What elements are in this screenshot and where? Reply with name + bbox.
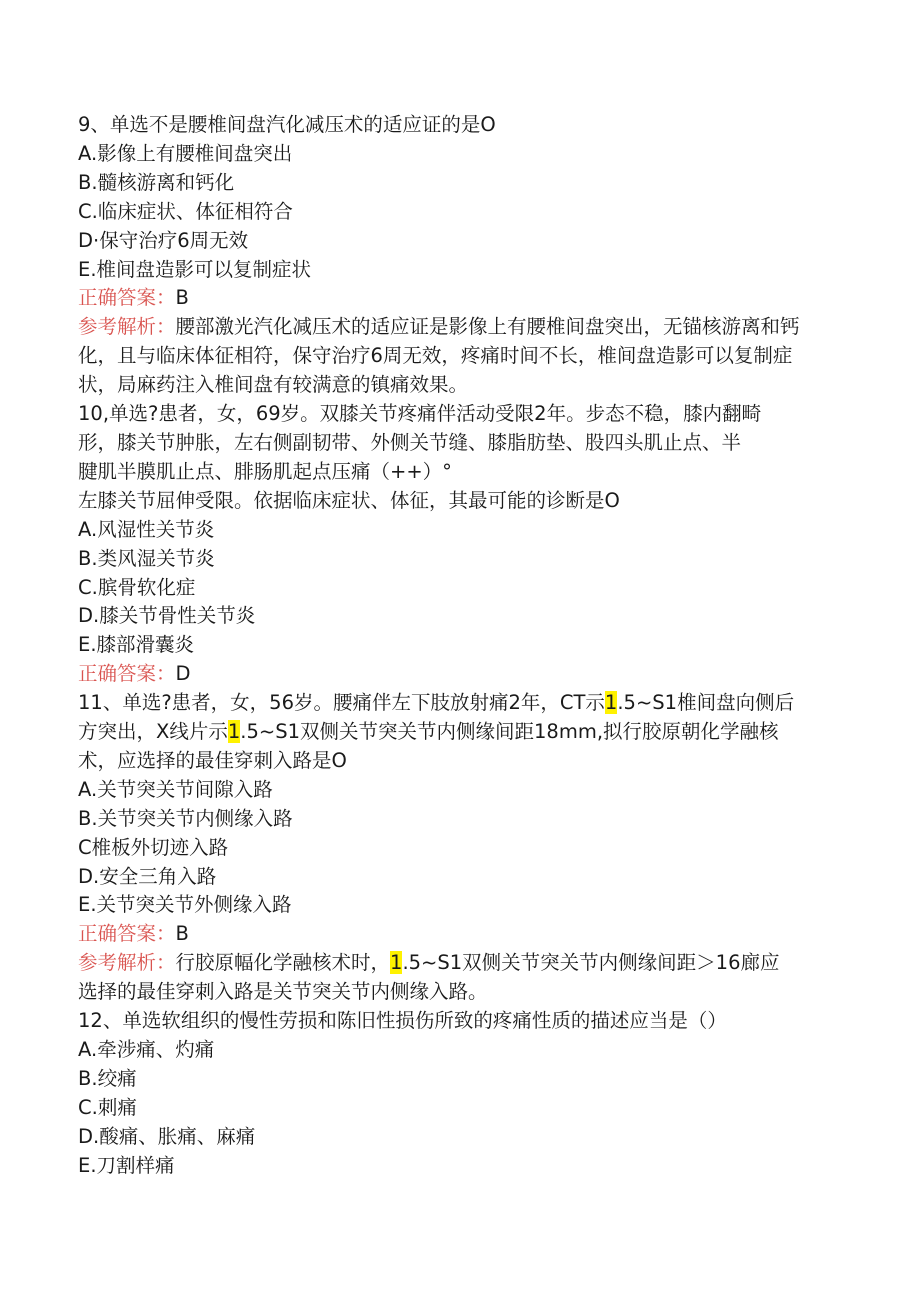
- document-page: [78, 111, 828, 1181]
- question-11-stem-line-3: 术，应选择的最佳穿刺入路是O: [78, 748, 347, 772]
- question-10-option-a: A.风湿性关节炎: [78, 517, 215, 541]
- highlight-mark: 1: [227, 720, 241, 744]
- question-12-option-d: D.酸痛、胀痛、麻痛: [78, 1124, 256, 1148]
- highlight-mark: 1: [604, 691, 618, 715]
- question-10-option-b: B.类风湿关节炎: [78, 546, 215, 570]
- question-11-option-b: B.关节突关节内侧缘入路: [78, 806, 293, 830]
- question-11-option-a: A.关节突关节间隙入路: [78, 777, 273, 801]
- question-9-analysis: [78, 313, 828, 400]
- question-9-option-b: B.髓核游离和钙化: [78, 170, 235, 194]
- question-12-stem: 12、单选软组织的慢性劳损和陈旧性损伤所致的疼痛性质的描述应当是（）: [78, 1009, 727, 1033]
- stem-text: .5~S1双侧关节突关节内侧缘间距18mm,拟行胶原朝化学融核: [240, 720, 779, 744]
- question-11-option-e: E.关节突关节外侧缘入路: [78, 893, 292, 917]
- question-12-option-a: A.牵涉痛、灼痛: [78, 1038, 215, 1061]
- question-10-stem-line-1: 10,单选?患者，女，69岁。双膝关节疼痛伴活动受限2年。步态不稳，膝内翻畸: [78, 402, 762, 426]
- stem-text: .5~S1椎间盘向侧后: [617, 691, 795, 715]
- question-9-stem: 9、单选不是腰椎间盘汽化减压术的适应证的是O: [78, 113, 496, 136]
- question-10-stem-line-3: 腱肌半膜肌止点、腓肠肌起点压痛（++）°: [78, 459, 452, 483]
- question-10-option-d: D.膝关节骨性关节炎: [78, 604, 256, 628]
- question-10-stem-line-4: 左膝关节屈伸受限。依据临床症状、体征，其最可能的诊断是O: [78, 488, 620, 512]
- question-9-option-d: D·保守治疗6周无效: [78, 228, 249, 252]
- question-11-stem-line-1: [78, 689, 828, 718]
- question-11-analysis-line-2: 选择的最佳穿刺入路是关节突关节内侧缘入路。: [78, 980, 488, 1004]
- question-9-answer: [78, 284, 828, 313]
- answer-label: 正确答案：: [78, 922, 176, 946]
- analysis-label: 参考解析：: [78, 315, 176, 339]
- stem-text: 11、单选?患者，女，56岁。腰痛伴左下肢放射痛2年，CT示: [78, 691, 605, 715]
- question-10-answer: [78, 660, 828, 689]
- question-10-option-c: C.膑骨软化症: [78, 575, 196, 599]
- question-9-option-a: A.影像上有腰椎间盘突出: [78, 141, 293, 165]
- question-12-option-b: B.绞痛: [78, 1066, 137, 1090]
- answer-value: B: [175, 922, 189, 946]
- question-11-option-d: D.安全三角入路: [78, 864, 217, 888]
- question-10-stem-line-2: 形，膝关节肿胀，左右侧副韧带、外侧关节缝、膝脂肪垫、股四头肌止点、半: [78, 430, 742, 454]
- question-11-analysis-line-1: [78, 949, 828, 978]
- answer-label: 正确答案：: [78, 662, 176, 686]
- answer-value: D: [175, 662, 191, 686]
- answer-value: B: [175, 286, 189, 310]
- analysis-text: .5~S1双侧关节突关节内侧缘间距＞16廊应: [402, 951, 780, 975]
- question-12-option-c: C.刺痛: [78, 1095, 137, 1119]
- question-9-option-e: E.椎间盘造影可以复制症状: [78, 257, 312, 281]
- analysis-text: 腰部激光汽化减压术的适应证是影像上有腰椎间盘突出，无锚核游离和钙化，且与临床体征相符，保守治疗6周无效，疼痛时间不长，椎间盘造影可以复制症状，局麻药注入椎间盘有较满意的镇痛效果。: [78, 315, 800, 397]
- highlight-mark: 1: [390, 951, 403, 975]
- analysis-text: 行胶原幅化学融核术时，: [175, 951, 391, 975]
- question-9-option-c: C.临床症状、体征相符合: [78, 199, 293, 223]
- stem-text: 方突出，X线片示: [78, 720, 228, 744]
- question-12-option-e: E.刀割样痛: [78, 1153, 175, 1177]
- question-10-option-e: E.膝部滑囊炎: [78, 633, 195, 657]
- analysis-label: 参考解析：: [78, 951, 176, 975]
- question-11-stem-line-2: [78, 718, 828, 747]
- answer-label: 正确答案：: [78, 286, 176, 310]
- question-11-option-c: C椎板外切迹入路: [78, 835, 229, 859]
- question-11-answer: [78, 920, 828, 949]
